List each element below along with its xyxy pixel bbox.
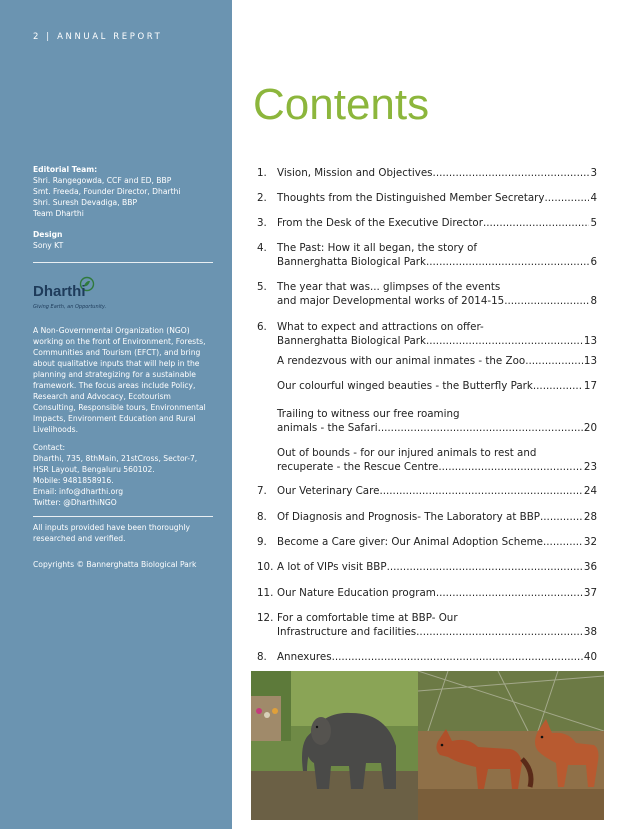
toc-leader-line: [277, 354, 597, 368]
toc-page-number: 28: [583, 511, 597, 523]
toc-title: and major Developmental works of 2014-15: [277, 295, 505, 307]
toc-title: Our Nature Education program: [277, 587, 436, 599]
toc-text: [277, 166, 597, 180]
toc-text: [277, 354, 597, 368]
toc-title: Infrastructure and facilities: [277, 626, 417, 638]
toc-title: animals - the Safari: [277, 422, 378, 434]
divider: [33, 262, 213, 263]
toc-leader-line: [277, 294, 597, 308]
toc-leader-line: [277, 166, 597, 180]
toc-leader-line: [277, 560, 597, 574]
toc-text: [277, 510, 597, 524]
toc-title-line: Trailing to witness our free roaming: [277, 408, 460, 420]
toc-leader-line: [277, 510, 597, 524]
dot-leader: [426, 255, 589, 269]
dot-leader: [545, 191, 590, 205]
toc-title-line: What to expect and attractions on offer-: [277, 321, 484, 333]
toc-page-number: 38: [583, 626, 597, 638]
dot-leader: [533, 379, 583, 393]
toc-number: 11.: [257, 587, 274, 599]
dot-leader: [504, 294, 589, 308]
toc-leader-line: [277, 484, 597, 498]
editorial-line: Shri. Suresh Devadiga, BBP: [33, 198, 138, 207]
copyright-note: Copyrights © Bannerghatta Biological Park: [33, 560, 197, 569]
dot-leader: [387, 560, 583, 574]
toc-page-number: 23: [583, 461, 597, 473]
elephant-image: [251, 671, 418, 820]
divider: [33, 516, 213, 517]
toc-text: [277, 535, 597, 549]
toc-number: 9.: [257, 536, 267, 548]
dot-leader: [433, 166, 590, 180]
toc-leader-line: [277, 421, 597, 435]
toc-leader-line: [277, 379, 597, 393]
contact-address: Dharthi, 735, 8thMain, 21stCross, Sector-7, HSR Layout, Bengaluru 560102.: [33, 454, 198, 474]
design-heading: Design: [33, 230, 63, 239]
dot-leader: [378, 421, 583, 435]
toc-page-number: 3: [590, 167, 597, 179]
toc-page-number: 8: [590, 295, 597, 307]
dhole-photo: [418, 671, 604, 820]
toc-page-number: 4: [590, 192, 597, 204]
toc-leader-line: [277, 191, 597, 205]
toc-title-line: For a comfortable time at BBP- Our: [277, 612, 458, 624]
toc-number: 3.: [257, 217, 267, 229]
toc-number: 1.: [257, 167, 267, 179]
toc-page-number: 40: [583, 651, 597, 663]
editorial-line: Team Dharthi: [33, 209, 84, 218]
toc-page-number: 6: [590, 256, 597, 268]
toc-leader-line: [277, 650, 597, 664]
contact-mobile: Mobile: 9481858916.: [33, 476, 114, 485]
dot-leader: [379, 484, 582, 498]
dot-leader: [436, 586, 583, 600]
toc-text: [277, 446, 597, 474]
toc-title: A rendezvous with our animal inmates - the Zoo: [277, 355, 526, 367]
dharthi-logo: [33, 276, 183, 316]
toc-title: Our colourful winged beauties - the Butterfly Park: [277, 380, 533, 392]
contact-block: [33, 442, 215, 508]
toc-text: [277, 484, 597, 498]
toc-leader-line: [277, 255, 597, 269]
page-title: Contents: [253, 80, 430, 129]
toc-page-number: 24: [583, 485, 597, 497]
toc-title: Bannerghatta Biological Park: [277, 256, 426, 268]
contact-label: Contact:: [33, 443, 66, 452]
toc-title: Our Veterinary Care: [277, 485, 380, 497]
toc-page-number: 20: [583, 422, 597, 434]
editorial-line: Shri. Rangegowda, CCF and ED, BBP: [33, 176, 172, 185]
toc-title: Of Diagnosis and Prognosis- The Laboratory at BBP: [277, 511, 540, 523]
toc-title-line: The Past: How it all began, the story of: [277, 242, 478, 254]
toc-title: A lot of VIPs visit BBP: [277, 561, 387, 573]
toc-leader-line: [277, 334, 597, 348]
dot-leader: [438, 460, 583, 474]
toc-text: [277, 191, 597, 205]
toc-text: [277, 611, 597, 639]
toc-title: Become a Care giver: Our Animal Adoption Scheme: [277, 536, 544, 548]
toc-text: [277, 560, 597, 574]
logo-tagline: Giving Earth, an Opportunity.: [33, 304, 107, 310]
toc-number: 7.: [257, 485, 267, 497]
toc-title: Bannerghatta Biological Park: [277, 335, 426, 347]
toc-number: 5.: [257, 281, 267, 293]
org-description: A Non-Governmental Organization (NGO) working on the front of Environment, Forests, Communities and Tourism (EFCT), and bring about qualitative inputs that will help in the planning and strategizing for a sustainable framework. The focus areas include Policy, Research and Advocacy, Ecotourism Consulting, Responsible tours, Environmental Impacts, Environment Education and Rural Livelihoods.: [33, 326, 206, 434]
toc-page-number: 13: [583, 335, 597, 347]
toc-leader-line: [277, 460, 597, 474]
dot-leader: [483, 216, 589, 230]
dhole-image: [418, 671, 604, 820]
toc-number: 8.: [257, 651, 267, 663]
dot-leader: [525, 354, 583, 368]
toc-text: [277, 379, 597, 393]
toc-number: 6.: [257, 321, 267, 333]
toc-title: Vision, Mission and Objectives: [277, 167, 433, 179]
toc-page-number: 13: [583, 355, 597, 367]
toc-number: 8.: [257, 511, 267, 523]
toc-text: [277, 241, 597, 269]
editorial-line: Smt. Freeda, Founder Director, Dharthi: [33, 187, 181, 196]
toc-page-number: 36: [583, 561, 597, 573]
dot-leader: [426, 334, 583, 348]
toc-text: [277, 280, 597, 308]
toc-leader-line: [277, 535, 597, 549]
toc-text: [277, 216, 597, 230]
toc-text: [277, 407, 597, 435]
toc-leader-line: [277, 216, 597, 230]
toc-page-number: 17: [583, 380, 597, 392]
contact-email[interactable]: Email: info@dharthi.org: [33, 487, 124, 496]
toc-title: recuperate - the Rescue Centre: [277, 461, 439, 473]
toc-page-number: 5: [590, 217, 597, 229]
sidebar: [0, 0, 232, 829]
editorial-team: [33, 164, 215, 251]
dot-leader: [332, 650, 583, 664]
toc-text: [277, 650, 597, 664]
toc-number: 4.: [257, 242, 267, 254]
toc-leader-line: [277, 586, 597, 600]
toc-number: 10.: [257, 561, 274, 573]
logo-wordmark: Dharthi: [33, 283, 86, 300]
toc-title-line: Out of bounds - for our injured animals to rest and: [277, 447, 537, 459]
contact-twitter[interactable]: Twitter: @DharthiNGO: [33, 498, 117, 507]
toc-title-line: The year that was... glimpses of the events: [277, 281, 501, 293]
design-name: Sony KT: [33, 241, 64, 250]
elephant-photo: [251, 671, 418, 820]
toc-leader-line: [277, 625, 597, 639]
toc-title: From the Desk of the Executive Director: [277, 217, 483, 229]
toc-text: [277, 320, 597, 348]
dot-leader: [416, 625, 583, 639]
running-head: 2 | ANNUAL REPORT: [33, 32, 163, 42]
inputs-note: All inputs provided have been thoroughly researched and verified.: [33, 523, 191, 543]
toc-title: Thoughts from the Distinguished Member Secretary: [277, 192, 545, 204]
toc-title: Annexures: [277, 651, 332, 663]
dot-leader: [543, 535, 583, 549]
toc-page-number: 32: [583, 536, 597, 548]
toc-number: 12.: [257, 612, 274, 624]
toc-page-number: 37: [583, 587, 597, 599]
toc-number: 2.: [257, 192, 267, 204]
editorial-heading: Editorial Team:: [33, 165, 98, 174]
dot-leader: [540, 510, 583, 524]
toc-text: [277, 586, 597, 600]
